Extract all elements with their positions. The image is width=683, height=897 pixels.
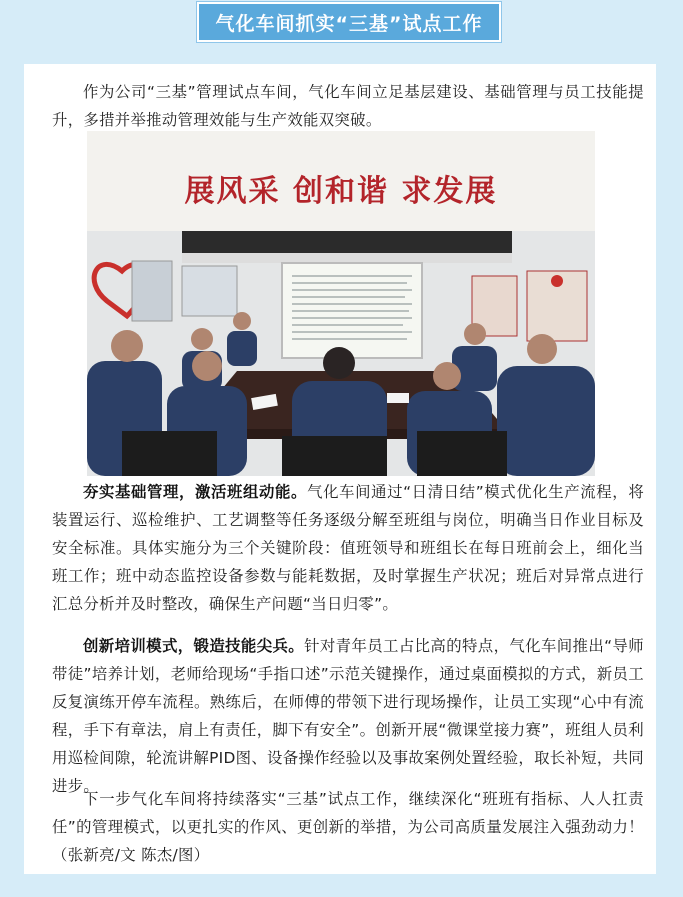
section-training-paragraph xyxy=(52,632,644,800)
section-training-lead: 创新培训模式，锻造技能尖兵。 xyxy=(83,637,305,655)
article-title: 气化车间抓实“三基”试点工作 xyxy=(197,2,501,42)
conclusion-paragraph: 下一步气化车间将持续落实“三基”试点工作，继续深化“班班有指标、人人扛责任”的管理模式，以更扎实的作风、更创新的举措，为公司高质量发展注入强劲动力！（张新亮/文 陈杰/图） xyxy=(52,790,644,864)
section-training-body: 针对青年员工占比高的特点，气化车间推出“导师带徒”培养计划，老师给现场“手指口述”示范关键操作，通过桌面模拟的方式，新员工反复演练开停车流程。熟练后，在师傅的带领下进行现场操作，让员工实现“心中有流程，手下有章法，肩上有责任，脚下有安全”。创新开展“微课堂接力赛”，班组人员利用巡检间隙，轮流讲解PID图、设备操作经验以及事故案例处置经验，取长补短，共同进步。 xyxy=(52,637,644,795)
section-management-paragraph xyxy=(52,478,644,618)
section-management-lead: 夯实基础管理，激活班组动能。 xyxy=(83,483,308,501)
photo-banner-text: 展风采 创和谐 求发展 xyxy=(184,174,498,209)
meeting-photo xyxy=(87,131,595,476)
intro-paragraph: 作为公司“三基”管理试点车间，气化车间立足基层建设、基础管理与员工技能提升，多措并举推动管理效能与生产效能双突破。 xyxy=(52,83,644,129)
section-management-body: 气化车间通过“日清日结”模式优化生产流程，将装置运行、巡检维护、工艺调整等任务逐级分解至班组与岗位，明确当日作业目标及安全标准。具体实施分为三个关键阶段：值班领导和班组长在每日班前会上，细化当班工作；班中动态监控设备参数与能耗数据，及时掌握生产状况；班后对异常点进行汇总分析并及时整改，确保生产问题“当日归零”。 xyxy=(52,483,645,613)
